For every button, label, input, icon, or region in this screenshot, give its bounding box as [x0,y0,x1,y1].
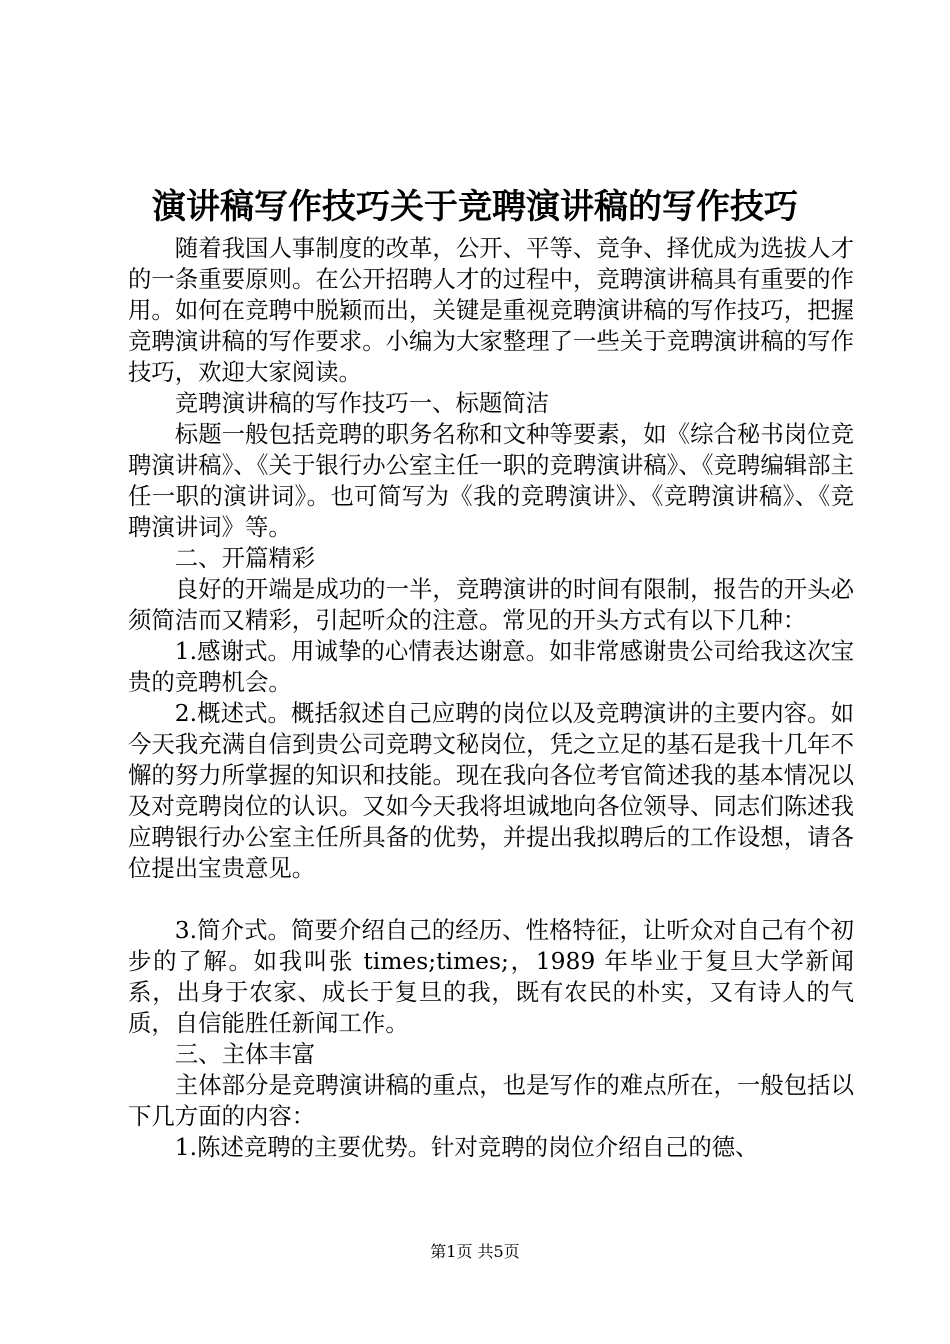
page-footer: 第1页 共5页 [430,1242,520,1261]
paragraph-item-summary: 2.概述式。概括叙述自己应聘的岗位以及竞聘演讲的主要内容。如今天我充满自信到贵公司竞聘文秘岗位，凭之立足的基石是我十几年不懈的努力所掌握的知识和技能。现在我向各位考官简述我的基本情况以及对竞聘岗位的认识。又如今天我将坦诚地向各位领导、同志们陈述我应聘银行办公室主任所具备的优势，并提出我拟聘后的工作设想，请各位提出宝贵意见。 [128,699,854,882]
paragraph-heading-2: 二、开篇精彩 [174,544,316,572]
paragraph-intro: 随着我国人事制度的改革，公开、平等、竞争、择优成为选拔人才的一条重要原则。在公开招聘人才的过程中，竞聘演讲稿具有重要的作用。如何在竞聘中脱颖而出，关键是重视竞聘演讲稿的写作技巧，把握竞聘演讲稿的写作要求。小编为大家整理了一些关于竞聘演讲稿的写作技巧，欢迎大家阅读。 [128,234,854,386]
paragraph-heading-1: 竞聘演讲稿的写作技巧一、标题简洁 [174,389,550,417]
paragraph-item-advantages: 1.陈述竞聘的主要优势。针对竞聘的岗位介绍自己的德、 [174,1133,759,1161]
paragraph-main-body: 主体部分是竞聘演讲稿的重点，也是写作的难点所在，一般包括以下几方面的内容： [128,1071,854,1130]
paragraph-item-thanks: 1.感谢式。用诚挚的心情表达谢意。如非常感谢贵公司给我这次宝贵的竞聘机会。 [128,637,854,696]
paragraph-title-rule: 标题一般包括竞聘的职务名称和文种等要素，如《综合秘书岗位竞聘演讲稿》、《关于银行办公室主任一职的竞聘演讲稿》、《竞聘编辑部主任一职的演讲词》。也可简写为《我的竞聘演讲》、《竞聘演讲稿》、《竞聘演讲词》等。 [128,420,854,541]
paragraph-heading-3: 三、主体丰富 [174,1040,316,1068]
document-title: 演讲稿写作技巧关于竞聘演讲稿的写作技巧 [152,187,798,227]
paragraph-item-intro: 3.简介式。简要介绍自己的经历、性格特征，让听众对自己有个初步的了解。如我叫张 times;times;，1989 年毕业于复旦大学新闻系，出身于农家、成长于复旦的我，既有农民的朴实，又有诗人的气质，自信能胜任新闻工作。 [128,916,854,1037]
document-body [128,233,854,1163]
paragraph-opening: 良好的开端是成功的一半，竞聘演讲的时间有限制，报告的开头必须简洁而又精彩，引起听众的注意。常见的开头方式有以下几种： [128,575,854,634]
